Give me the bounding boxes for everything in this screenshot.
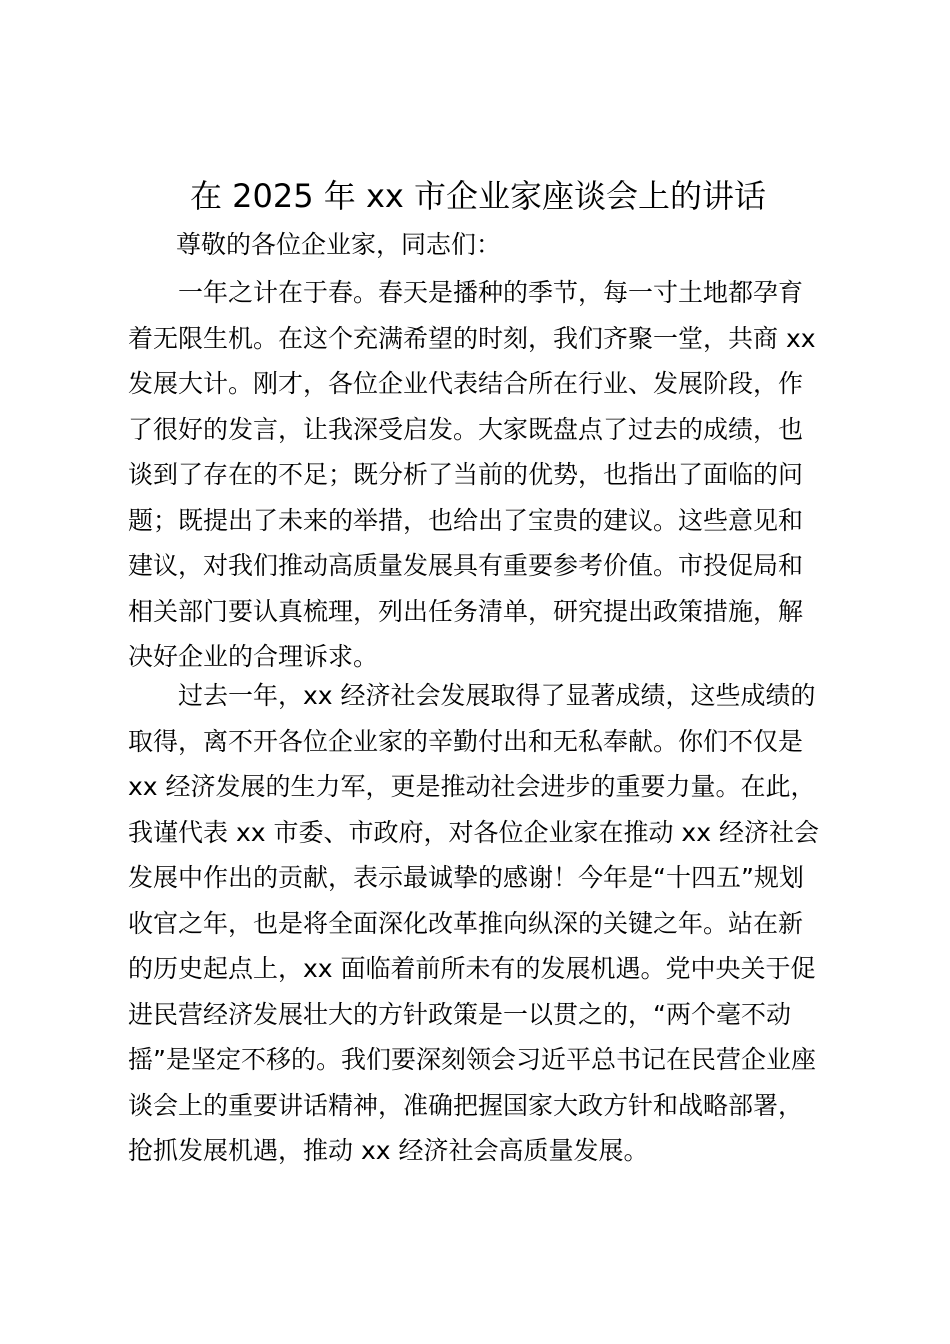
paragraph-line: 谈会上的重要讲话精神，准确把握国家大政方针和战略部署， [128, 1090, 804, 1120]
paragraph-line: 取得，离不开各位企业家的辛勤付出和无私奉献。你们不仅是 [128, 726, 804, 756]
paragraph-line: xx 经济发展的生力军，更是推动社会进步的重要力量。在此， [128, 772, 816, 801]
paragraph-line: 的历史起点上，xx 面临着前所未有的发展机遇。党中央关于促 [128, 954, 816, 983]
paragraph-line: 摇”是坚定不移的。我们要深刻领会习近平总书记在民营企业座 [128, 1045, 816, 1074]
paragraph-line: 了很好的发言，让我深受启发。大家既盘点了过去的成绩，也 [128, 414, 804, 444]
paragraph-line: 抢抓发展机遇，推动 xx 经济社会高质量发展。 [128, 1136, 649, 1165]
paragraph-line: 相关部门要认真梳理，列出任务清单，研究提出政策措施，解 [128, 596, 804, 626]
paragraph-line: 过去一年，xx 经济社会发展取得了显著成绩，这些成绩的 [178, 681, 816, 710]
paragraph-line: 决好企业的合理诉求。 [128, 642, 379, 671]
paragraph-2 [128, 673, 840, 1174]
paragraph-line: 收官之年，也是将全面深化改革推向纵深的关键之年。站在新 [128, 908, 804, 938]
paragraph-1 [128, 270, 840, 680]
paragraph-line: 发展中作出的贡献，表示最诚挚的感谢！今年是“十四五”规划 [128, 863, 804, 892]
paragraph-line: 着无限生机。在这个充满希望的时刻，我们齐聚一堂，共商 xx [128, 323, 816, 353]
paragraph-line: 谈到了存在的不足；既分析了当前的优势，也指出了面临的问 [128, 460, 804, 489]
document-title: 在 2025 年 xx 市企业家座谈会上的讲话 [189, 177, 766, 215]
paragraph-line: 我谨代表 xx 市委、市政府，对各位企业家在推动 xx 经济社会 [128, 817, 819, 847]
paragraph-line: 建议，对我们推动高质量发展具有重要参考价值。市投促局和 [128, 551, 804, 580]
paragraph-line: 题；既提出了未来的举措，也给出了宝贵的建议。这些意见和 [128, 505, 804, 535]
salutation: 尊敬的各位企业家，同志们： [176, 230, 502, 259]
paragraph-line: 发展大计。刚才，各位企业代表结合所在行业、发展阶段，作 [128, 369, 804, 398]
paragraph-line: 进民营经济发展壮大的方针政策是一以贯之的，“两个毫不动 [128, 999, 791, 1029]
paragraph-line: 一年之计在于春。春天是播种的季节，每一寸土地都孕育 [178, 278, 804, 307]
